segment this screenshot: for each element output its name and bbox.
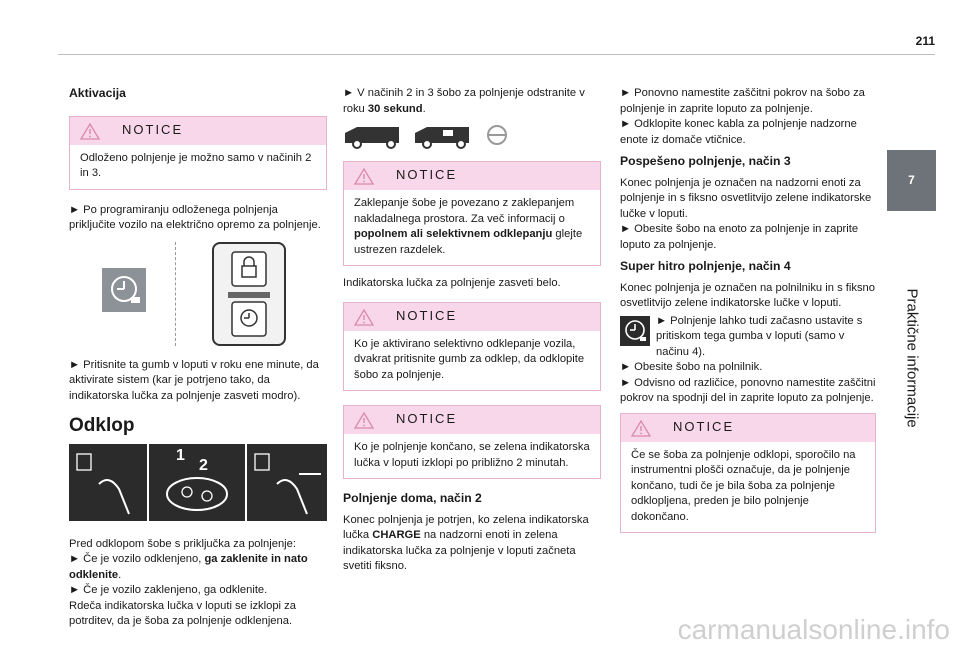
van-open-icon bbox=[413, 123, 475, 149]
paragraph: ► Po programiranju odloženega polnjenja priključite vozilo na električno opremo za polnjenje. bbox=[69, 203, 321, 231]
clock-plug-icon bbox=[620, 316, 650, 346]
notice-text: Če se šoba za polnjenje odklopi, sporočilo na instrumentni plošči označuje, da je polnjenje končano, tudi če je bila šoba za polnjenje odklopljena, preden je bilo polnjenje dokončano. bbox=[631, 448, 856, 523]
paragraph: ► V načinih 2 in 3 šobo za polnjenje odstranite v roku 30 sekund. bbox=[343, 87, 585, 115]
heading-odklop: Odklop bbox=[69, 415, 135, 436]
notice-box bbox=[343, 161, 601, 266]
notice-box bbox=[69, 116, 327, 190]
nozzle-locked-image bbox=[69, 444, 147, 521]
page-number: 211 bbox=[915, 34, 935, 48]
notice-title: NOTICE bbox=[396, 411, 458, 426]
notice-title: NOTICE bbox=[396, 167, 458, 182]
notice-box bbox=[343, 302, 601, 392]
paragraph: ► Odklopite konec kabla za polnjenje nadzorne enote iz domače vtičnice. bbox=[620, 118, 857, 146]
warning-icon bbox=[80, 123, 100, 140]
heading-aktivacija: Aktivacija bbox=[69, 86, 126, 100]
notice-box bbox=[343, 405, 601, 479]
warning-icon bbox=[354, 309, 374, 326]
notice-text: Ko je polnjenje končano, se zelena indikatorska lučka v loputi izklopi po približno 2 minutah. bbox=[354, 441, 590, 469]
warning-icon bbox=[354, 412, 374, 429]
column-3 bbox=[620, 86, 876, 533]
notice-text: Odloženo polnjenje je možno samo v načinih 2 in 3. bbox=[80, 151, 312, 179]
paragraph: Konec polnjenja je označen na polnilniku in s fiksno osvetlitvijo zelene indikatorske lučke v loputi. bbox=[620, 281, 875, 309]
paragraph: ► Ponovno namestite zaščitni pokrov na šobo za polnjenje in zaprite loputo za polnjenje. bbox=[620, 87, 865, 115]
key-fob-image bbox=[149, 444, 245, 521]
charging-flap bbox=[212, 242, 286, 346]
heading-pospeseno: Pospešeno polnjenje, način 3 bbox=[620, 154, 791, 168]
lock-icon bbox=[214, 244, 284, 344]
paragraph: ► Če je vozilo zaklenjeno, ga odklenite. bbox=[69, 584, 268, 596]
paragraph: Konec polnjenja je označen na nadzorni enoti za polnjenje in s fiksno osvetlitvijo zelene indikatorske lučke v loputi. bbox=[620, 176, 872, 220]
notice-box bbox=[620, 413, 876, 534]
chapter-title: Praktične informacije bbox=[903, 288, 921, 428]
paragraph: ► Pritisnite ta gumb v loputi v roku ene minute, da aktivirate sistem (kar je potrjeno tako, da indikatorska lučka za polnjenje zasveti modro). bbox=[69, 358, 319, 402]
paragraph: Indikatorska lučka za polnjenje zasveti belo. bbox=[343, 277, 561, 289]
paragraph: Pred odklopom šobe s priključka za polnjenje: bbox=[69, 537, 296, 550]
paragraph: ► Če je vozilo odklenjeno, ga zaklenite in nato odklenite. bbox=[69, 553, 308, 581]
paragraph: ► Obesite šobo na polnilnik. bbox=[620, 361, 763, 373]
paragraph: Rdeča indikatorska lučka v loputi se izklopi za potrditev, da je šoba za polnjenje odklenjena. bbox=[69, 599, 296, 627]
delayed-charge-button bbox=[102, 268, 146, 312]
column-2 bbox=[343, 86, 601, 581]
warning-icon bbox=[631, 420, 651, 437]
steering-wheel-icon bbox=[483, 123, 515, 149]
step-label: 2 bbox=[199, 456, 208, 474]
heading-super-hitro: Super hitro polnjenje, način 4 bbox=[620, 259, 791, 273]
header-rule bbox=[58, 54, 935, 55]
notice-text: Zaklepanje šobe je povezano z zaklepanjem nakladalnega prostora. Za več informacij o popolnem ali selektivnem odklepanju glejte ustrezen razdelek. bbox=[354, 197, 583, 256]
paragraph: ► Obesite šobo na enoto za polnjenje in zaprite loputo za polnjenje. bbox=[620, 223, 859, 251]
notice-title: NOTICE bbox=[396, 307, 458, 323]
step-label: 1 bbox=[176, 446, 185, 464]
paragraph-with-icon bbox=[620, 314, 876, 361]
clock-plug-icon bbox=[102, 268, 146, 312]
paragraph: Konec polnjenja je potrjen, ko zelena indikatorska lučka CHARGE na nadzorni enoti in zelena indikatorska lučka za polnjenje v loputi začneta svetiti fiksno. bbox=[343, 513, 589, 572]
stop-charge-button bbox=[620, 316, 650, 346]
chapter-tab[interactable]: 7 bbox=[887, 150, 936, 211]
notice-text: Ko je aktivirano selektivno odklepanje vozila, dvakrat pritisnite gumb za odklep, da odklopite šobo za polnjenje. bbox=[354, 337, 585, 381]
watermark: carmanualsonline.info bbox=[677, 614, 950, 645]
column-1 bbox=[69, 86, 327, 636]
charge-button-illustration bbox=[69, 240, 327, 348]
paragraph: ► Polnjenje lahko tudi začasno ustavite s pritiskom tega gumba v loputi (samo v načinu 4). bbox=[656, 314, 863, 358]
nozzle-unlocked-image bbox=[247, 444, 327, 521]
notice-title: NOTICE bbox=[673, 418, 735, 434]
paragraph: ► Odvisno od različice, ponovno namestite zaščitni pokrov na spodnji del in zaprite loputo za polnjenje. bbox=[620, 376, 876, 404]
notice-title: NOTICE bbox=[122, 121, 184, 137]
vehicle-icons bbox=[343, 123, 601, 151]
heading-polnjenje-doma: Polnjenje doma, način 2 bbox=[343, 491, 482, 505]
unlock-illustration bbox=[69, 444, 327, 521]
warning-icon bbox=[354, 168, 374, 185]
van-icon bbox=[343, 123, 405, 149]
